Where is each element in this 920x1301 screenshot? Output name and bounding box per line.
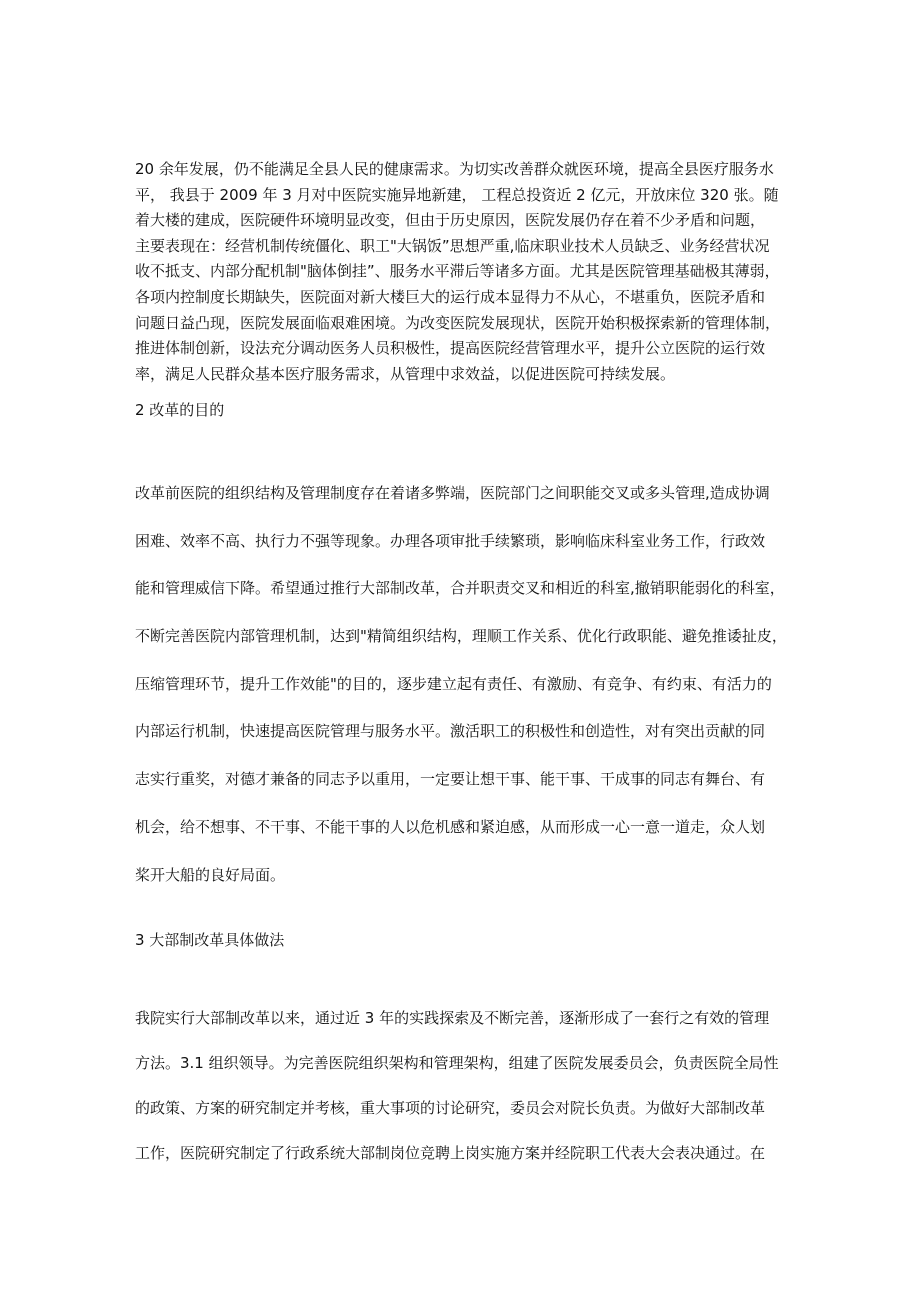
paragraph-line: 收不抵支、内部分配机制"脑体倒挂”、服务水平滞后等诸多方面。尤其是医院管理基础极其薄弱， (135, 262, 780, 281)
paragraph-background (135, 157, 799, 387)
paragraph-line: 我院实行大部制改革以来，通过近 3 年的实践探索及不断完善，逐渐形成了一套行之有效的管理 (135, 1009, 770, 1027)
paragraph-line: 不断完善医院内部管理机制，达到"精简组织结构，理顺工作关系、优化行政职能、避免推诿扯皮， (135, 627, 787, 646)
paragraph-line: 机会，给不想事、不干事、不能干事的人以危机感和紧迫感，从而形成一心一意一道走，众人划 (135, 817, 766, 836)
paragraph-line: 平， 我县于 2009 年 3 月对中医院实施异地新建， 工程总投资近 2 亿元，开放床位 320 张。随 (135, 185, 779, 204)
paragraph-methods (135, 996, 799, 1176)
paragraph-line: 主要表现在：经营机制传统僵化、职工"大锅饭”思想严重,临床职业技术人员缺乏、业务经营状况 (135, 236, 770, 255)
section-heading-purpose: 2 改革的目的 (135, 401, 225, 419)
paragraph-line: 问题日益凸现，医院发展面临艰难困境。为改变医院发展现状，医院开始积极探索新的管理体制， (135, 313, 781, 332)
paragraph-line: 各项内控制度长期缺失，医院面对新大楼巨大的运行成本显得力不从心，不堪重负，医院矛盾和 (135, 287, 766, 306)
paragraph-line: 方法。3.1 组织领导。为完善医院组织架构和管理架构，组建了医院发展委员会，负责医院全局性 (135, 1054, 779, 1072)
paragraph-line: 率，满足人民群众基本医疗服务需求，从管理中求效益，以促进医院可持续发展。 (135, 364, 676, 383)
paragraph-line: 能和管理威信下降。希望通过推行大部制改革，合并职责交叉和相近的科室,撤销职能弱化的科室， (135, 579, 785, 598)
paragraph-purpose (135, 470, 799, 899)
paragraph-line: 内部运行机制，快速提高医院管理与服务水平。激活职工的积极性和创造性，对有突出贡献的同 (135, 722, 766, 741)
paragraph-line: 推进体制创新，设法充分调动医务人员积极性，提高医院经营管理水平，提升公立医院的运行效 (135, 339, 766, 358)
paragraph-line: 压缩管理环节，提升工作效能"的目的，逐步建立起有责任、有激励、有竞争、有约束、有活力的 (135, 674, 772, 693)
section-heading-methods: 3 大部制改革具体做法 (135, 931, 285, 949)
paragraph-line: 着大楼的建成，医院硬件环境明显改变，但由于历史原因，医院发展仍存在着不少矛盾和问题， (135, 211, 766, 230)
paragraph-line: 改革前医院的组织结构及管理制度存在着诸多弊端，医院部门之间职能交叉或多头管理,造成协调 (135, 484, 770, 502)
paragraph-line: 工作，医院研究制定了行政系统大部制岗位竞聘上岗实施方案并经院职工代表大会表决通过。在 (135, 1144, 766, 1162)
paragraph-line: 的政策、方案的研究制定并考核，重大事项的讨论研究，委员会对院长负责。为做好大部制改革 (135, 1099, 766, 1117)
paragraph-line: 20 余年发展，仍不能满足全县人民的健康需求。为切实改善群众就医环境，提高全县医疗服务水 (135, 160, 774, 178)
paragraph-line: 桨开大船的良好局面。 (135, 865, 286, 884)
paragraph-line: 志实行重奖，对德才兼备的同志予以重用，一定要让想干事、能干事、干成事的同志有舞台、有 (135, 770, 766, 789)
paragraph-line: 困难、效率不高、执行力不强等现象。办理各项审批手续繁琐，影响临床科室业务工作，行政效 (135, 531, 766, 550)
